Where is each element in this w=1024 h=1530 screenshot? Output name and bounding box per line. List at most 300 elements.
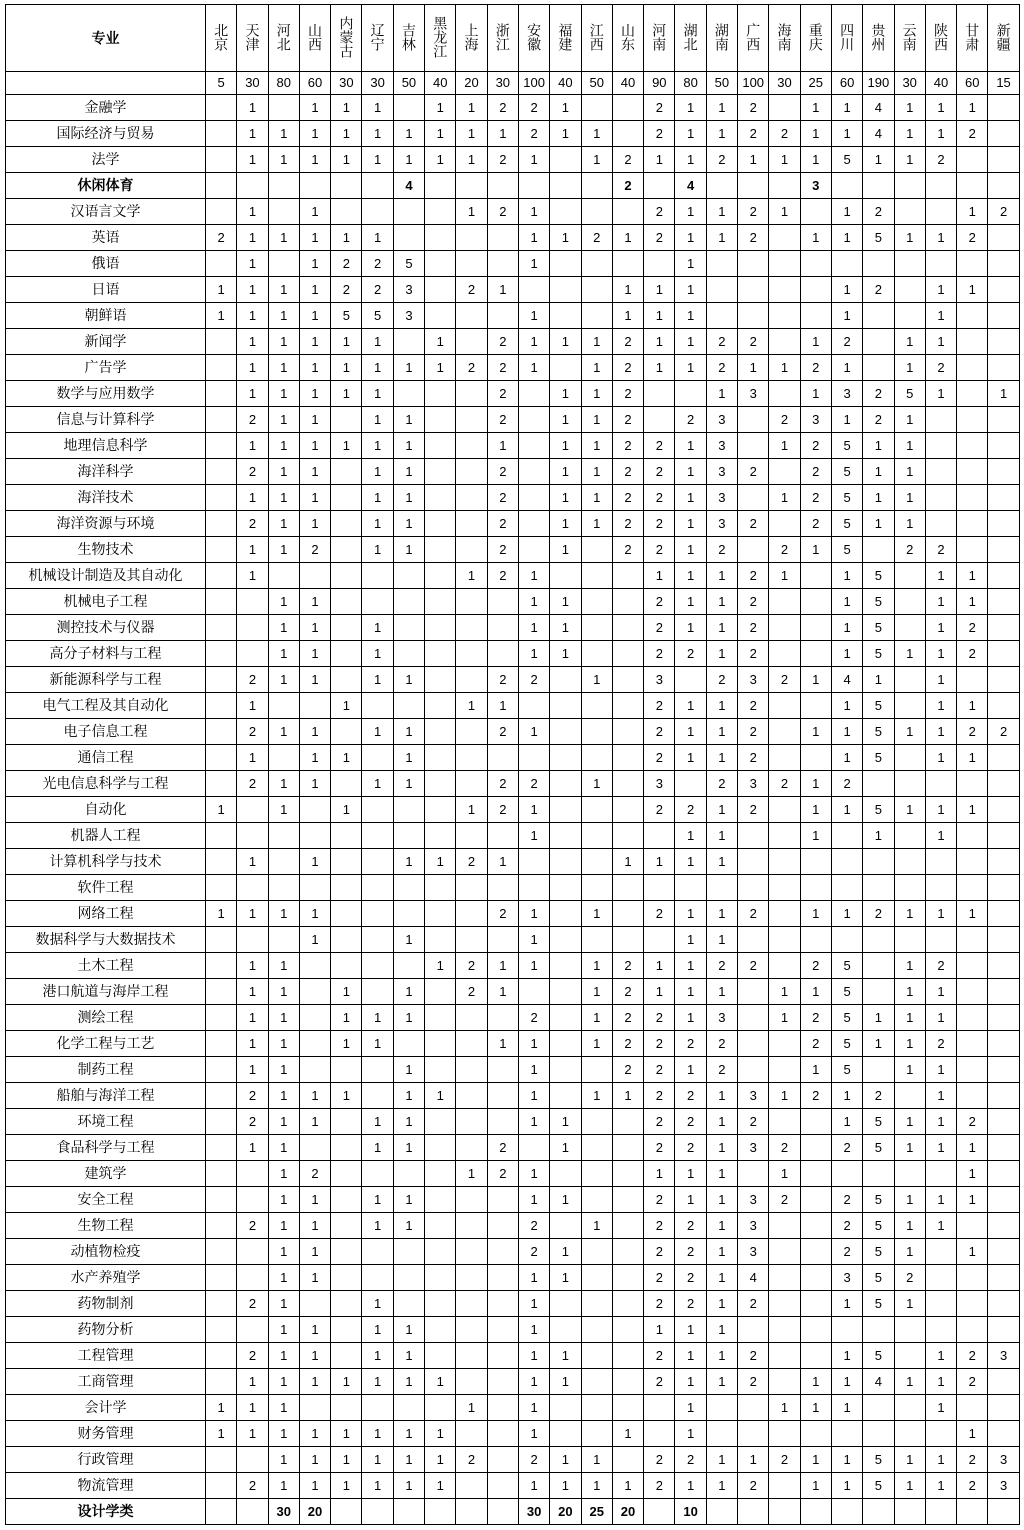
quota-cell — [206, 407, 237, 433]
total-quota-cell: 30 — [894, 72, 925, 95]
quota-cell: 2 — [738, 693, 769, 719]
quota-cell: 2 — [237, 1291, 268, 1317]
quota-cell — [362, 1395, 393, 1421]
quota-cell: 2 — [518, 95, 549, 121]
quota-cell — [268, 173, 299, 199]
quota-cell: 1 — [675, 329, 706, 355]
quota-cell — [299, 1005, 330, 1031]
column-header-province — [456, 5, 487, 72]
quota-cell: 1 — [518, 147, 549, 173]
quota-cell: 1 — [393, 121, 424, 147]
quota-cell — [456, 615, 487, 641]
quota-cell — [738, 1395, 769, 1421]
quota-cell — [425, 771, 456, 797]
quota-cell — [362, 199, 393, 225]
quota-cell: 3 — [706, 407, 737, 433]
quota-cell — [800, 251, 831, 277]
quota-cell — [456, 1421, 487, 1447]
quota-cell — [268, 823, 299, 849]
quota-cell: 10 — [675, 1499, 706, 1525]
quota-cell: 1 — [675, 1343, 706, 1369]
quota-cell: 1 — [299, 745, 330, 771]
quota-cell: 1 — [487, 433, 518, 459]
quota-cell — [393, 1291, 424, 1317]
province-label: 安徽 — [526, 22, 543, 51]
province-label: 内蒙古 — [338, 15, 355, 58]
quota-cell: 2 — [957, 719, 988, 745]
quota-cell: 2 — [675, 1135, 706, 1161]
quota-cell: 1 — [831, 745, 862, 771]
quota-cell: 1 — [518, 1057, 549, 1083]
quota-cell — [206, 121, 237, 147]
quota-cell — [957, 511, 988, 537]
quota-cell — [581, 1239, 612, 1265]
quota-cell — [425, 173, 456, 199]
quota-cell: 1 — [706, 641, 737, 667]
quota-cell — [831, 1317, 862, 1343]
quota-cell — [925, 927, 956, 953]
column-header-province — [268, 5, 299, 72]
quota-cell — [769, 1317, 800, 1343]
quota-cell — [456, 1135, 487, 1161]
quota-cell — [331, 485, 362, 511]
table-row — [6, 1213, 1020, 1239]
quota-cell: 1 — [268, 1239, 299, 1265]
quota-cell — [456, 641, 487, 667]
quota-cell — [581, 1369, 612, 1395]
quota-cell — [550, 277, 581, 303]
column-header-province — [331, 5, 362, 72]
quota-cell: 2 — [612, 407, 643, 433]
quota-cell: 2 — [456, 355, 487, 381]
quota-cell: 1 — [925, 1083, 956, 1109]
quota-cell — [863, 1421, 894, 1447]
quota-cell — [675, 875, 706, 901]
quota-cell — [957, 1499, 988, 1525]
total-quota-cell: 60 — [957, 72, 988, 95]
quota-cell: 4 — [738, 1265, 769, 1291]
quota-cell — [393, 823, 424, 849]
table-row — [6, 511, 1020, 537]
quota-cell — [581, 641, 612, 667]
quota-cell: 2 — [738, 1109, 769, 1135]
quota-cell — [331, 1187, 362, 1213]
quota-cell — [957, 251, 988, 277]
quota-cell: 1 — [268, 979, 299, 1005]
quota-cell: 1 — [925, 1005, 956, 1031]
quota-cell: 1 — [957, 1421, 988, 1447]
quota-cell — [612, 1369, 643, 1395]
quota-cell — [237, 615, 268, 641]
quota-cell: 1 — [675, 277, 706, 303]
quota-cell — [331, 1343, 362, 1369]
quota-cell — [206, 563, 237, 589]
quota-cell — [425, 901, 456, 927]
quota-cell — [769, 1369, 800, 1395]
major-name-cell: 水产养殖学 — [6, 1265, 206, 1291]
quota-cell — [925, 1239, 956, 1265]
quota-cell: 1 — [925, 589, 956, 615]
quota-cell: 1 — [206, 1395, 237, 1421]
quota-cell — [331, 1057, 362, 1083]
quota-cell: 3 — [800, 407, 831, 433]
quota-cell — [206, 1005, 237, 1031]
quota-cell: 2 — [738, 459, 769, 485]
quota-cell: 1 — [456, 199, 487, 225]
quota-cell: 5 — [831, 1057, 862, 1083]
quota-cell: 1 — [957, 95, 988, 121]
quota-cell — [769, 1421, 800, 1447]
quota-cell — [769, 927, 800, 953]
quota-cell — [988, 1317, 1019, 1343]
quota-cell — [206, 1031, 237, 1057]
quota-cell — [612, 797, 643, 823]
quota-cell: 1 — [299, 1213, 330, 1239]
quota-cell — [988, 1265, 1019, 1291]
quota-cell: 5 — [831, 485, 862, 511]
quota-cell: 1 — [894, 719, 925, 745]
quota-cell: 1 — [362, 95, 393, 121]
quota-cell — [206, 1473, 237, 1499]
quota-cell: 2 — [487, 901, 518, 927]
quota-cell: 1 — [393, 719, 424, 745]
quota-cell — [957, 355, 988, 381]
quota-cell: 1 — [675, 199, 706, 225]
quota-cell — [957, 459, 988, 485]
quota-cell: 1 — [675, 1317, 706, 1343]
quota-cell: 5 — [831, 147, 862, 173]
quota-cell — [706, 303, 737, 329]
quota-cell: 1 — [237, 901, 268, 927]
quota-cell: 1 — [925, 693, 956, 719]
quota-cell: 2 — [800, 1005, 831, 1031]
quota-cell: 2 — [331, 277, 362, 303]
quota-cell: 1 — [894, 1005, 925, 1031]
quota-cell: 2 — [738, 329, 769, 355]
quota-cell — [456, 771, 487, 797]
quota-cell — [299, 563, 330, 589]
quota-cell — [362, 901, 393, 927]
quota-cell: 2 — [487, 511, 518, 537]
quota-cell — [612, 641, 643, 667]
quota-cell — [331, 667, 362, 693]
quota-cell: 5 — [894, 381, 925, 407]
quota-cell: 2 — [644, 615, 675, 641]
quota-cell — [769, 303, 800, 329]
quota-cell — [894, 1317, 925, 1343]
quota-cell — [456, 1187, 487, 1213]
quota-cell — [769, 1473, 800, 1499]
quota-cell: 1 — [675, 1161, 706, 1187]
quota-cell: 1 — [299, 1447, 330, 1473]
quota-cell — [957, 485, 988, 511]
quota-cell — [518, 693, 549, 719]
quota-cell — [331, 1499, 362, 1525]
quota-cell: 1 — [393, 433, 424, 459]
table-row — [6, 537, 1020, 563]
quota-cell — [206, 433, 237, 459]
quota-cell — [612, 1291, 643, 1317]
column-header-province — [581, 5, 612, 72]
quota-cell: 1 — [675, 979, 706, 1005]
quota-cell: 1 — [925, 329, 956, 355]
quota-cell — [456, 719, 487, 745]
column-header-province — [988, 5, 1019, 72]
quota-cell — [550, 667, 581, 693]
quota-cell: 5 — [863, 563, 894, 589]
quota-cell: 1 — [268, 381, 299, 407]
quota-cell — [738, 1161, 769, 1187]
quota-cell: 1 — [675, 485, 706, 511]
quota-cell: 1 — [644, 147, 675, 173]
quota-cell: 5 — [831, 953, 862, 979]
quota-cell — [487, 875, 518, 901]
quota-cell: 1 — [925, 1213, 956, 1239]
quota-cell — [800, 849, 831, 875]
quota-cell — [425, 1317, 456, 1343]
quota-cell: 1 — [706, 1213, 737, 1239]
quota-cell — [800, 1291, 831, 1317]
table-row — [6, 563, 1020, 589]
total-quota-cell: 80 — [675, 72, 706, 95]
quota-cell: 2 — [644, 95, 675, 121]
table-row — [6, 901, 1020, 927]
quota-cell — [925, 407, 956, 433]
quota-cell — [206, 1187, 237, 1213]
quota-cell — [581, 745, 612, 771]
quota-cell: 1 — [299, 1317, 330, 1343]
quota-cell — [988, 511, 1019, 537]
quota-cell — [988, 485, 1019, 511]
quota-cell: 1 — [518, 1395, 549, 1421]
quota-cell: 2 — [237, 1083, 268, 1109]
quota-cell: 2 — [644, 1109, 675, 1135]
quota-cell — [518, 849, 549, 875]
major-name-cell: 船舶与海洋工程 — [6, 1083, 206, 1109]
quota-cell — [612, 693, 643, 719]
quota-cell: 1 — [331, 693, 362, 719]
quota-cell — [988, 693, 1019, 719]
quota-cell — [206, 381, 237, 407]
quota-cell — [268, 849, 299, 875]
quota-cell: 1 — [738, 147, 769, 173]
quota-cell: 1 — [675, 589, 706, 615]
quota-cell: 1 — [268, 953, 299, 979]
quota-cell — [456, 381, 487, 407]
major-name-cell: 测控技术与仪器 — [6, 615, 206, 641]
quota-cell — [581, 849, 612, 875]
quota-cell: 1 — [957, 797, 988, 823]
quota-cell: 1 — [268, 1057, 299, 1083]
quota-cell — [925, 199, 956, 225]
table-row — [6, 1161, 1020, 1187]
quota-cell: 2 — [863, 277, 894, 303]
quota-cell: 1 — [518, 719, 549, 745]
province-label: 河北 — [275, 22, 292, 51]
quota-cell: 1 — [299, 95, 330, 121]
quota-cell: 2 — [487, 1161, 518, 1187]
quota-cell: 2 — [612, 173, 643, 199]
quota-cell — [550, 693, 581, 719]
quota-cell — [518, 485, 549, 511]
quota-cell: 2 — [957, 225, 988, 251]
quota-cell — [331, 875, 362, 901]
quota-cell: 1 — [237, 953, 268, 979]
quota-cell: 1 — [550, 641, 581, 667]
quota-cell: 1 — [800, 1447, 831, 1473]
quota-cell: 1 — [706, 1083, 737, 1109]
quota-cell — [206, 615, 237, 641]
quota-cell: 1 — [362, 1005, 393, 1031]
quota-cell: 3 — [644, 771, 675, 797]
column-header-province — [831, 5, 862, 72]
quota-cell: 2 — [675, 1447, 706, 1473]
quota-cell: 1 — [925, 797, 956, 823]
quota-cell — [299, 823, 330, 849]
quota-cell — [206, 823, 237, 849]
quota-cell: 2 — [831, 771, 862, 797]
quota-cell: 1 — [550, 459, 581, 485]
quota-cell — [738, 277, 769, 303]
quota-cell — [206, 1317, 237, 1343]
quota-cell: 1 — [925, 1135, 956, 1161]
province-label: 湖南 — [713, 22, 730, 51]
quota-cell — [237, 1447, 268, 1473]
quota-cell: 2 — [518, 1213, 549, 1239]
quota-cell: 1 — [393, 849, 424, 875]
quota-cell: 1 — [425, 1369, 456, 1395]
quota-cell: 1 — [769, 485, 800, 511]
quota-cell — [988, 875, 1019, 901]
quota-cell — [957, 537, 988, 563]
province-label: 山东 — [620, 22, 636, 51]
quota-cell: 1 — [362, 485, 393, 511]
quota-cell: 1 — [706, 1265, 737, 1291]
column-header-province — [863, 5, 894, 72]
table-row — [6, 1499, 1020, 1525]
quota-cell: 1 — [675, 1369, 706, 1395]
quota-cell: 1 — [456, 147, 487, 173]
quota-cell — [957, 771, 988, 797]
quota-cell: 1 — [925, 277, 956, 303]
quota-cell: 1 — [268, 1109, 299, 1135]
quota-cell: 1 — [581, 953, 612, 979]
quota-cell — [550, 745, 581, 771]
table-row — [6, 303, 1020, 329]
quota-cell — [456, 485, 487, 511]
quota-cell: 3 — [706, 1005, 737, 1031]
quota-cell: 1 — [425, 953, 456, 979]
quota-cell — [550, 797, 581, 823]
quota-cell — [894, 303, 925, 329]
quota-cell: 1 — [268, 771, 299, 797]
quota-cell — [487, 927, 518, 953]
quota-cell — [612, 1187, 643, 1213]
quota-cell: 1 — [957, 1161, 988, 1187]
table-row — [6, 1447, 1020, 1473]
quota-cell: 1 — [925, 615, 956, 641]
quota-cell: 1 — [675, 1005, 706, 1031]
quota-cell: 2 — [487, 719, 518, 745]
quota-cell: 5 — [863, 615, 894, 641]
quota-cell: 1 — [831, 693, 862, 719]
quota-cell: 1 — [456, 121, 487, 147]
quota-cell — [425, 823, 456, 849]
quota-cell: 2 — [487, 563, 518, 589]
quota-cell — [425, 1109, 456, 1135]
quota-cell — [769, 745, 800, 771]
quota-cell: 2 — [518, 1239, 549, 1265]
quota-cell — [487, 225, 518, 251]
quota-cell: 2 — [331, 251, 362, 277]
quota-cell: 1 — [550, 407, 581, 433]
quota-cell: 2 — [675, 1291, 706, 1317]
quota-cell: 1 — [299, 329, 330, 355]
quota-cell — [518, 433, 549, 459]
quota-cell — [988, 771, 1019, 797]
quota-cell — [425, 459, 456, 485]
total-quota-cell: 40 — [925, 72, 956, 95]
quota-cell — [612, 1239, 643, 1265]
quota-cell: 1 — [362, 381, 393, 407]
quota-cell: 2 — [612, 979, 643, 1005]
quota-cell: 3 — [706, 485, 737, 511]
quota-cell — [518, 875, 549, 901]
quota-cell: 1 — [863, 823, 894, 849]
quota-cell: 1 — [362, 1369, 393, 1395]
quota-cell: 2 — [299, 537, 330, 563]
quota-cell — [612, 589, 643, 615]
quota-cell: 1 — [393, 1083, 424, 1109]
total-quota-cell: 20 — [456, 72, 487, 95]
quota-cell — [206, 667, 237, 693]
quota-cell — [957, 1395, 988, 1421]
quota-cell: 2 — [706, 953, 737, 979]
quota-cell — [988, 433, 1019, 459]
quota-cell — [456, 407, 487, 433]
quota-cell: 1 — [675, 95, 706, 121]
quota-cell: 1 — [362, 1135, 393, 1161]
major-name-cell: 机械电子工程 — [6, 589, 206, 615]
quota-cell — [268, 251, 299, 277]
quota-cell: 1 — [393, 1343, 424, 1369]
quota-cell: 1 — [581, 1005, 612, 1031]
quota-cell: 1 — [299, 849, 330, 875]
quota-cell: 2 — [362, 277, 393, 303]
quota-cell: 1 — [362, 537, 393, 563]
quota-cell: 1 — [706, 95, 737, 121]
quota-cell — [863, 953, 894, 979]
quota-cell: 1 — [299, 667, 330, 693]
quota-cell: 5 — [393, 251, 424, 277]
quota-cell — [362, 1265, 393, 1291]
quota-cell: 1 — [831, 1447, 862, 1473]
quota-cell — [800, 1109, 831, 1135]
quota-cell — [425, 875, 456, 901]
quota-cell: 1 — [237, 199, 268, 225]
quota-cell: 1 — [393, 1135, 424, 1161]
quota-cell: 1 — [706, 589, 737, 615]
quota-cell — [268, 563, 299, 589]
quota-cell: 5 — [863, 719, 894, 745]
quota-cell — [581, 563, 612, 589]
quota-cell: 2 — [738, 225, 769, 251]
major-name-cell: 俄语 — [6, 251, 206, 277]
table-row — [6, 121, 1020, 147]
quota-cell — [925, 875, 956, 901]
quota-cell: 2 — [863, 901, 894, 927]
column-header-province — [237, 5, 268, 72]
